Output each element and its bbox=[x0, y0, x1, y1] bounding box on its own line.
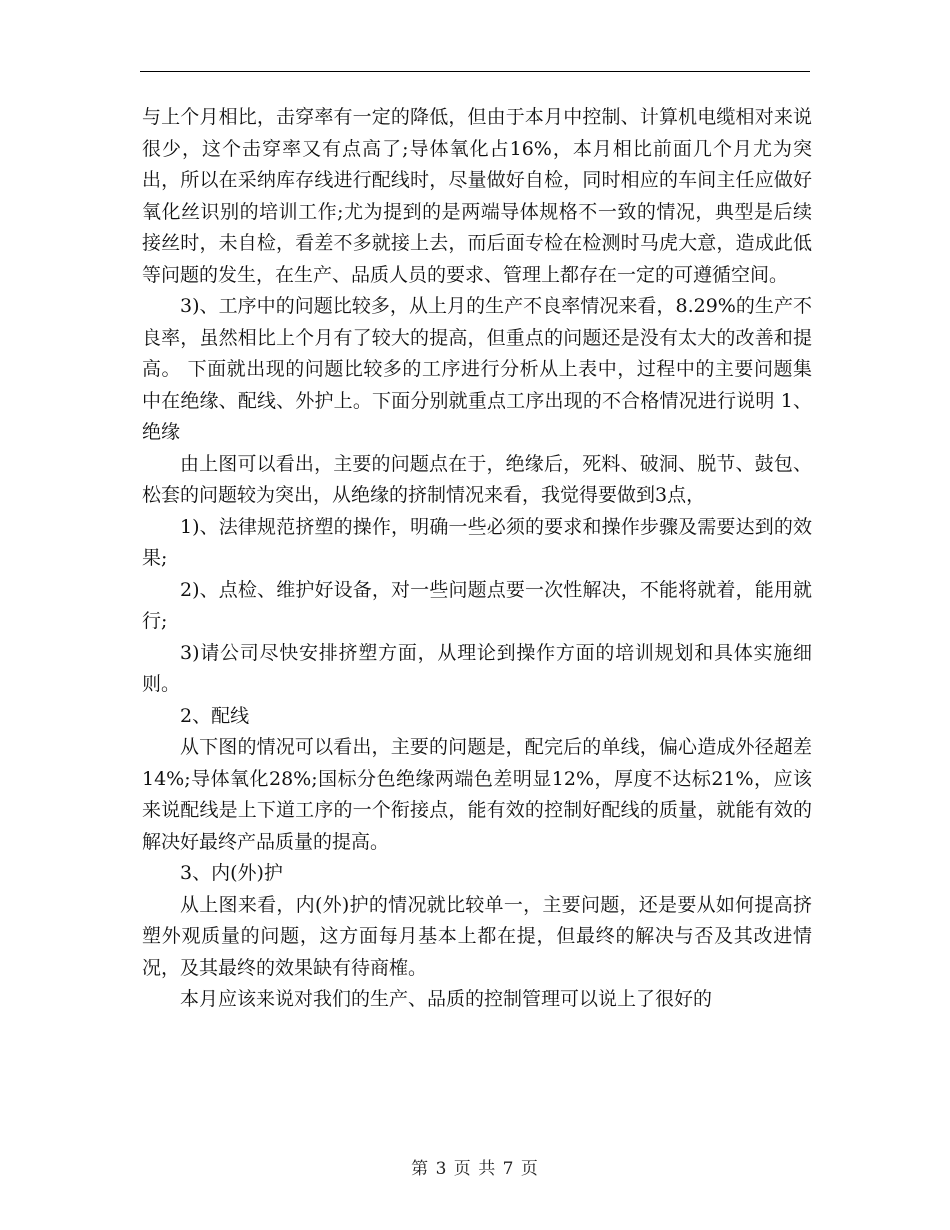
paragraph-breakdown-intro: 与上个月相比，击穿率有一定的降低，但由于本月中控制、计算机电缆相对来说很少，这个击穿率又有点高了;导体氧化占16%，本月相比前面几个月尤为突出，所以在采纳库存线进行配线时，尽量做好自检，同时相应的车间主任应做好氧化丝识别的培训工作;尤为提到的是两端导体规格不一致的情况，典型是后续接丝时，未自检，看差不多就接上去，而后面专检在检测时马虎大意，造成此低等问题的发生，在生产、品质人员的要求、管理上都存在一定的可遵循空间。 bbox=[142, 106, 812, 286]
paragraph-insulation-analysis: 由上图可以看出，主要的问题点在于，绝缘后，死料、破洞、脱节、鼓包、松套的问题较为突出，从绝缘的挤制情况来看，我觉得要做到3点， bbox=[142, 452, 812, 506]
header-rule bbox=[140, 71, 810, 72]
document-body bbox=[142, 102, 812, 1016]
paragraph-wiring-analysis: 从下图的情况可以看出，主要的问题是，配完后的单线，偏心造成外径超差14%;导体氧化28%;国标分色绝缘两端色差明显12%，厚度不达标21%，应该来说配线是上下道工序的一个衔接点，能有效的控制好配线的质量，就能有效的解决好最终产品质量的提高。 bbox=[142, 736, 812, 853]
paragraph-point-1: 1)、法律规范挤塑的操作，明确一些必须的要求和操作步骤及需要达到的效果; bbox=[142, 515, 812, 569]
section-heading-wiring: 2、配线 bbox=[180, 704, 250, 727]
paragraph-point-2: 2)、点检、维护好设备，对一些问题点要一次性解决，不能将就着，能用就行; bbox=[142, 578, 812, 632]
paragraph-process-issues: 3)、工序中的问题比较多，从上月的生产不良率情况来看，8.29%的生产不良率，虽然相比上个月有了较大的提高，但重点的问题还是没有太大的改善和提高。 下面就出现的问题比较多的工序进行分析从上表中，过程中的主要问题集中在绝缘、配线、外护上。下面分别就重点工序出现的不合格情况进行说明 1、绝缘 bbox=[142, 295, 812, 443]
page-number-footer: 第 3 页 共 7 页 bbox=[411, 1159, 539, 1179]
paragraph-point-3: 3)请公司尽快安排挤塑方面，从理论到操作方面的培训规划和具体实施细则。 bbox=[142, 641, 812, 695]
paragraph-monthly-summary: 本月应该来说对我们的生产、品质的控制管理可以说上了很好的 bbox=[180, 988, 713, 1010]
paragraph-sheath-analysis: 从上图来看，内(外)护的情况就比较单一，主要问题，还是要从如何提高挤塑外观质量的问题，这方面每月基本上都在提，但最终的解决与否及其改进情况，及其最终的效果缺有待商榷。 bbox=[142, 893, 812, 979]
section-heading-sheath: 3、内(外)护 bbox=[180, 862, 283, 884]
